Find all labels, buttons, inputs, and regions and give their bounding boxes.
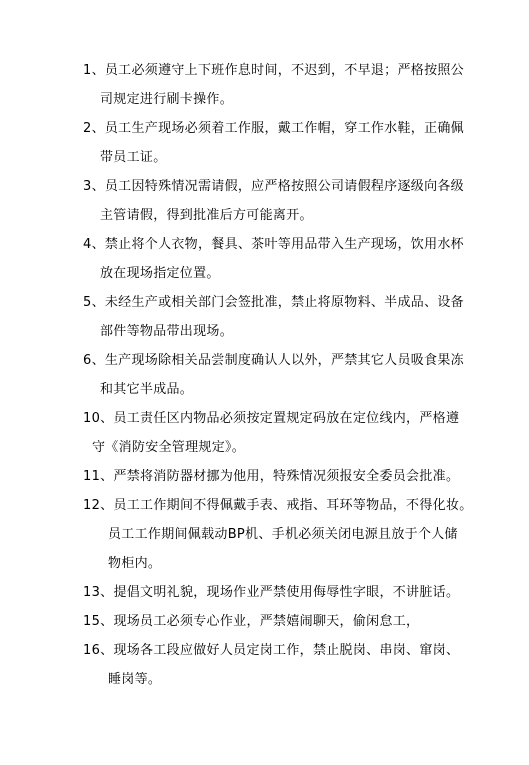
rule-16-line-2: 睡岗等。 bbox=[108, 672, 162, 687]
rule-2-line-1: 2、员工生产现场必须着工作服，戴工作帽，穿工作水鞋，正确佩 bbox=[83, 121, 464, 136]
rule-5-line-1: 5、未经生产或相关部门会签批准，禁止将原物料、半成品、设备 bbox=[83, 295, 464, 310]
rule-3-line-1: 3、员工因特殊情况需请假，应严格按照公司请假程序逐级向各级 bbox=[83, 179, 464, 194]
rule-6-line-2: 和其它半成品。 bbox=[100, 382, 194, 397]
rule-11-line-1: 11、严禁将消防器材挪为他用，特殊情况须报安全委员会批准。 bbox=[83, 469, 460, 484]
rule-15-line-1: 15、现场员工必须专心作业，严禁嬉闹聊天，偷闲怠工， bbox=[83, 614, 420, 629]
rule-1-line-2: 司规定进行刷卡操作。 bbox=[100, 92, 234, 107]
rule-12-line-1: 12、员工工作期间不得佩戴手表、戒指、耳环等物品，不得化妆。 bbox=[83, 498, 473, 513]
rule-4-line-2: 放在现场指定位置。 bbox=[100, 266, 220, 281]
rule-10-line-1: 10、员工责任区内物品必须按定置规定码放在定位线内，严格遵 bbox=[83, 411, 460, 426]
rule-2-line-2: 带员工证。 bbox=[100, 150, 167, 165]
rule-1-line-1: 1、员工必须遵守上下班作息时间，不迟到，不早退；严格按照公 bbox=[83, 63, 464, 78]
rule-5-line-2: 部件等物品带出现场。 bbox=[100, 324, 234, 339]
rule-6-line-1: 6、生产现场除相关品尝制度确认人以外，严禁其它人员吸食果冻 bbox=[83, 353, 464, 368]
rule-12-line-2: 员工工作期间佩载动BP机、手机必须关闭电源且放于个人储 bbox=[108, 527, 458, 542]
rule-10-line-2: 守《消防安全管理规定》。 bbox=[92, 440, 246, 455]
rule-12-line-3: 物柜内。 bbox=[108, 556, 162, 571]
rule-3-line-2: 主管请假，得到批准后方可能离开。 bbox=[100, 208, 313, 223]
rule-4-line-1: 4、禁止将个人衣物，餐具、茶叶等用品带入生产现场，饮用水杯 bbox=[83, 237, 464, 252]
rule-13-line-1: 13、提倡文明礼貌，现场作业严禁使用侮辱性字眼，不讲脏话。 bbox=[83, 585, 460, 600]
rule-16-line-1: 16、现场各工段应做好人员定岗工作，禁止脱岗、串岗、窜岗、 bbox=[83, 643, 460, 658]
